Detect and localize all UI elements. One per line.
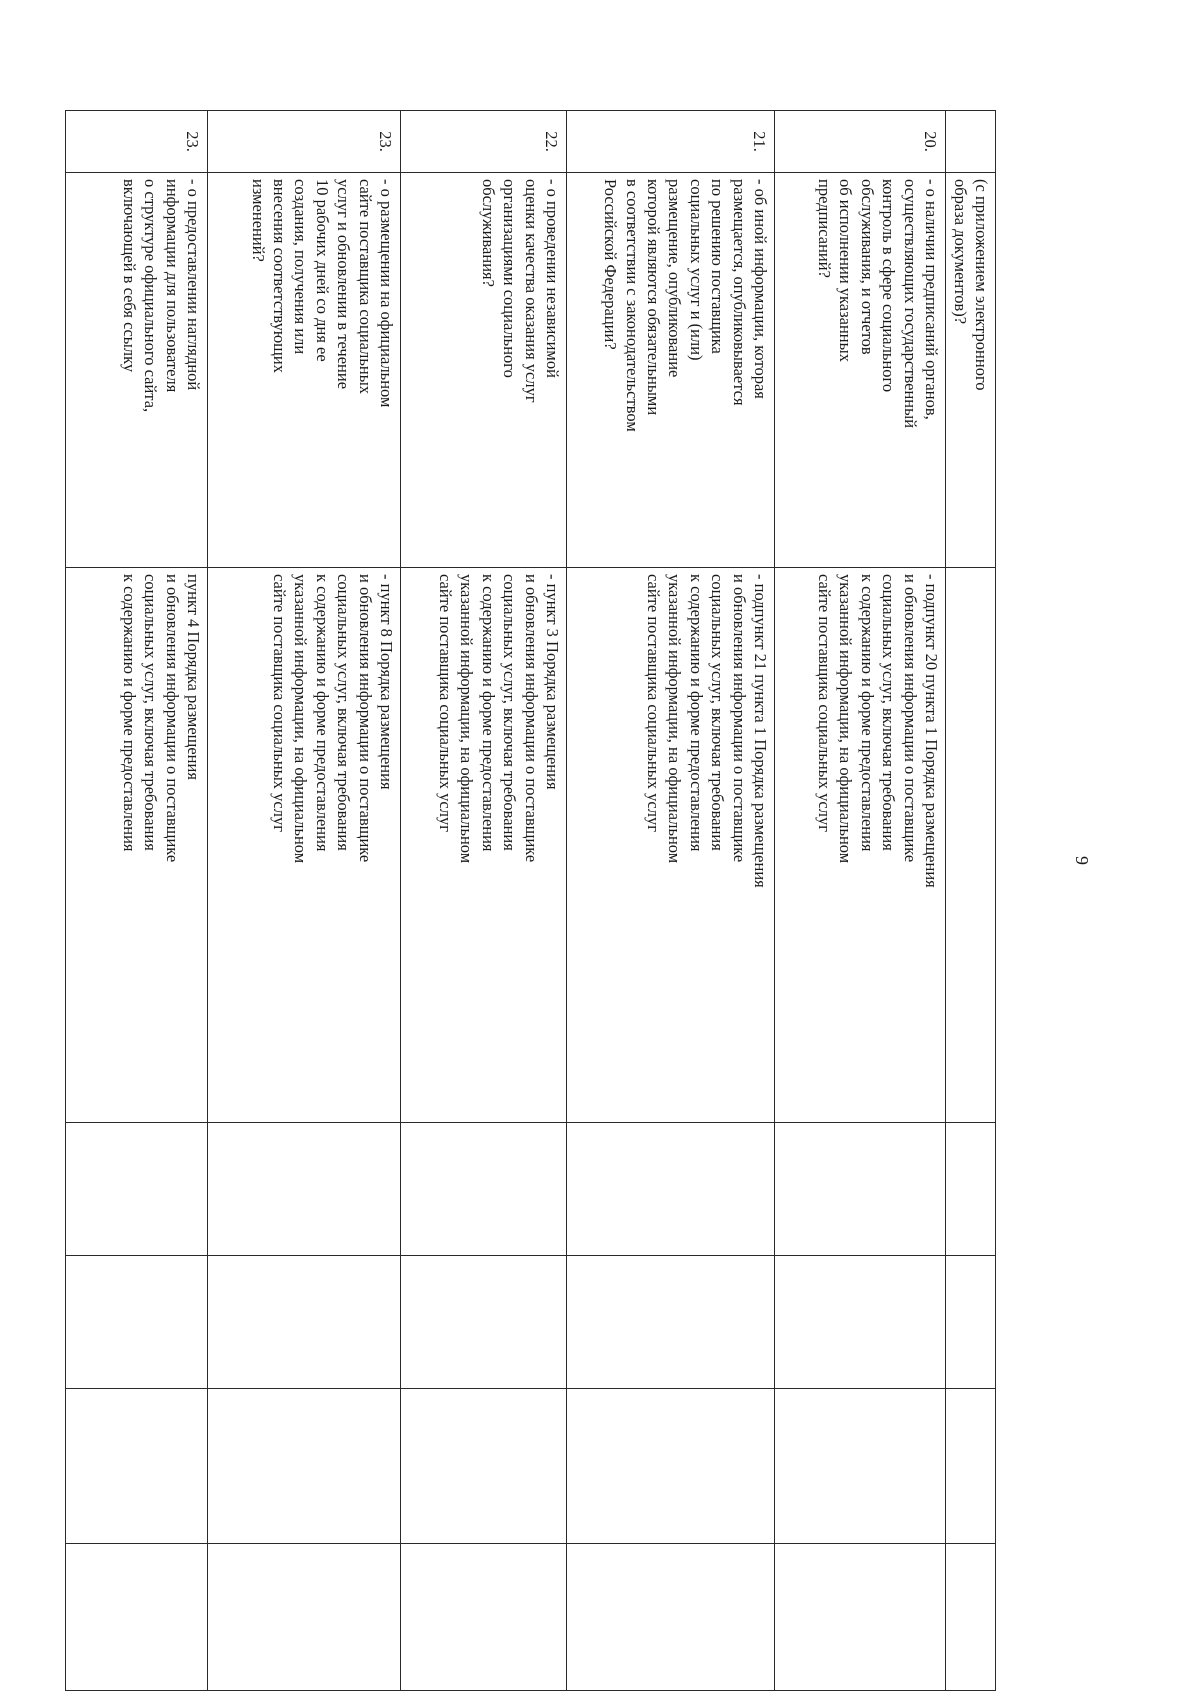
answer-cell-no (775, 1256, 946, 1389)
table-row (775, 111, 946, 1691)
notes-cell (208, 1544, 401, 1691)
question-cell: - о предоставлении наглядной информации для пользователя о структуре официального сайта, включающей в себя ссылку (66, 173, 208, 568)
answer-cell-no (946, 1256, 996, 1389)
reference-cell: - подпункт 21 пункта 1 Порядка размещения и обновления информации о поставщике социальных услуг, включая требования к содержанию и форме предоставления указанной информации, на официальном сайте поставщика социальных услуг (567, 568, 775, 1123)
question-cell: (с приложением электронного образа документов)? (946, 173, 996, 568)
row-number: 23. (66, 111, 208, 173)
notes-cell (775, 1544, 946, 1691)
table-row (208, 111, 401, 1691)
answer-cell-no (66, 1256, 208, 1389)
notes-cell (946, 1544, 996, 1691)
page-number: 9 (1072, 856, 1092, 865)
table-row (66, 111, 208, 1691)
question-cell: - о проведении независимой оценки качества оказания услуг организациями социального обслуживания? (401, 173, 567, 568)
question-cell: - о размещении на официальном сайте поставщика социальных услуг и обновлении в течение 10 рабочих дней со дня ее создания, получения или внесения соответствующих изменений? (208, 173, 401, 568)
answer-cell-not-applicable (66, 1389, 208, 1544)
answer-cell-yes (66, 1123, 208, 1256)
answer-cell-not-applicable (567, 1389, 775, 1544)
row-number: 20. (775, 111, 946, 173)
reference-cell: пункт 4 Порядка размещения и обновления информации о поставщике социальных услуг, включая требования к содержанию и форме предоставления (66, 568, 208, 1123)
answer-cell-yes (401, 1123, 567, 1256)
answer-cell-not-applicable (775, 1389, 946, 1544)
reference-cell (946, 568, 996, 1123)
answer-cell-not-applicable (208, 1389, 401, 1544)
row-number: 22. (401, 111, 567, 173)
question-cell: - об иной информации, которая размещается, опубликовывается по решению поставщика социальных услуг и (или) размещение, опубликование которой являются обязательными в соответствии с законодательством Российской Федерации? (567, 173, 775, 568)
reference-cell: - подпункт 20 пункта 1 Порядка размещения и обновления информации о поставщике социальных услуг, включая требования к содержанию и форме предоставления указанной информации, на официальном сайте поставщика социальных услуг (775, 568, 946, 1123)
answer-cell-no (567, 1256, 775, 1389)
answer-cell-not-applicable (401, 1389, 567, 1544)
rotated-table-container (66, 110, 996, 1690)
answer-cell-yes (946, 1123, 996, 1256)
answer-cell-no (208, 1256, 401, 1389)
answer-cell-no (401, 1256, 567, 1389)
notes-cell (567, 1544, 775, 1691)
checklist-table (65, 110, 996, 1691)
table-row (567, 111, 775, 1691)
reference-cell: - пункт 8 Порядка размещения и обновления информации о поставщике социальных услуг, включая требования к содержанию и форме предоставления указанной информации, на официальном сайте поставщика социальных услуг (208, 568, 401, 1123)
answer-cell-yes (208, 1123, 401, 1256)
reference-cell: - пункт 3 Порядка размещения и обновления информации о поставщике социальных услуг, включая требования к содержанию и форме предоставления указанной информации, на официальном сайте поставщика социальных услуг (401, 568, 567, 1123)
question-cell: - о наличии предписаний органов, осуществляющих государственный контроль в сфере социального обслуживания, и отчетов об исполнении указанных предписаний? (775, 173, 946, 568)
answer-cell-yes (567, 1123, 775, 1256)
table-row (946, 111, 996, 1691)
row-number: 21. (567, 111, 775, 173)
table-row (401, 111, 567, 1691)
row-number (946, 111, 996, 173)
answer-cell-not-applicable (946, 1389, 996, 1544)
notes-cell (66, 1544, 208, 1691)
notes-cell (401, 1544, 567, 1691)
answer-cell-yes (775, 1123, 946, 1256)
row-number: 23. (208, 111, 401, 173)
